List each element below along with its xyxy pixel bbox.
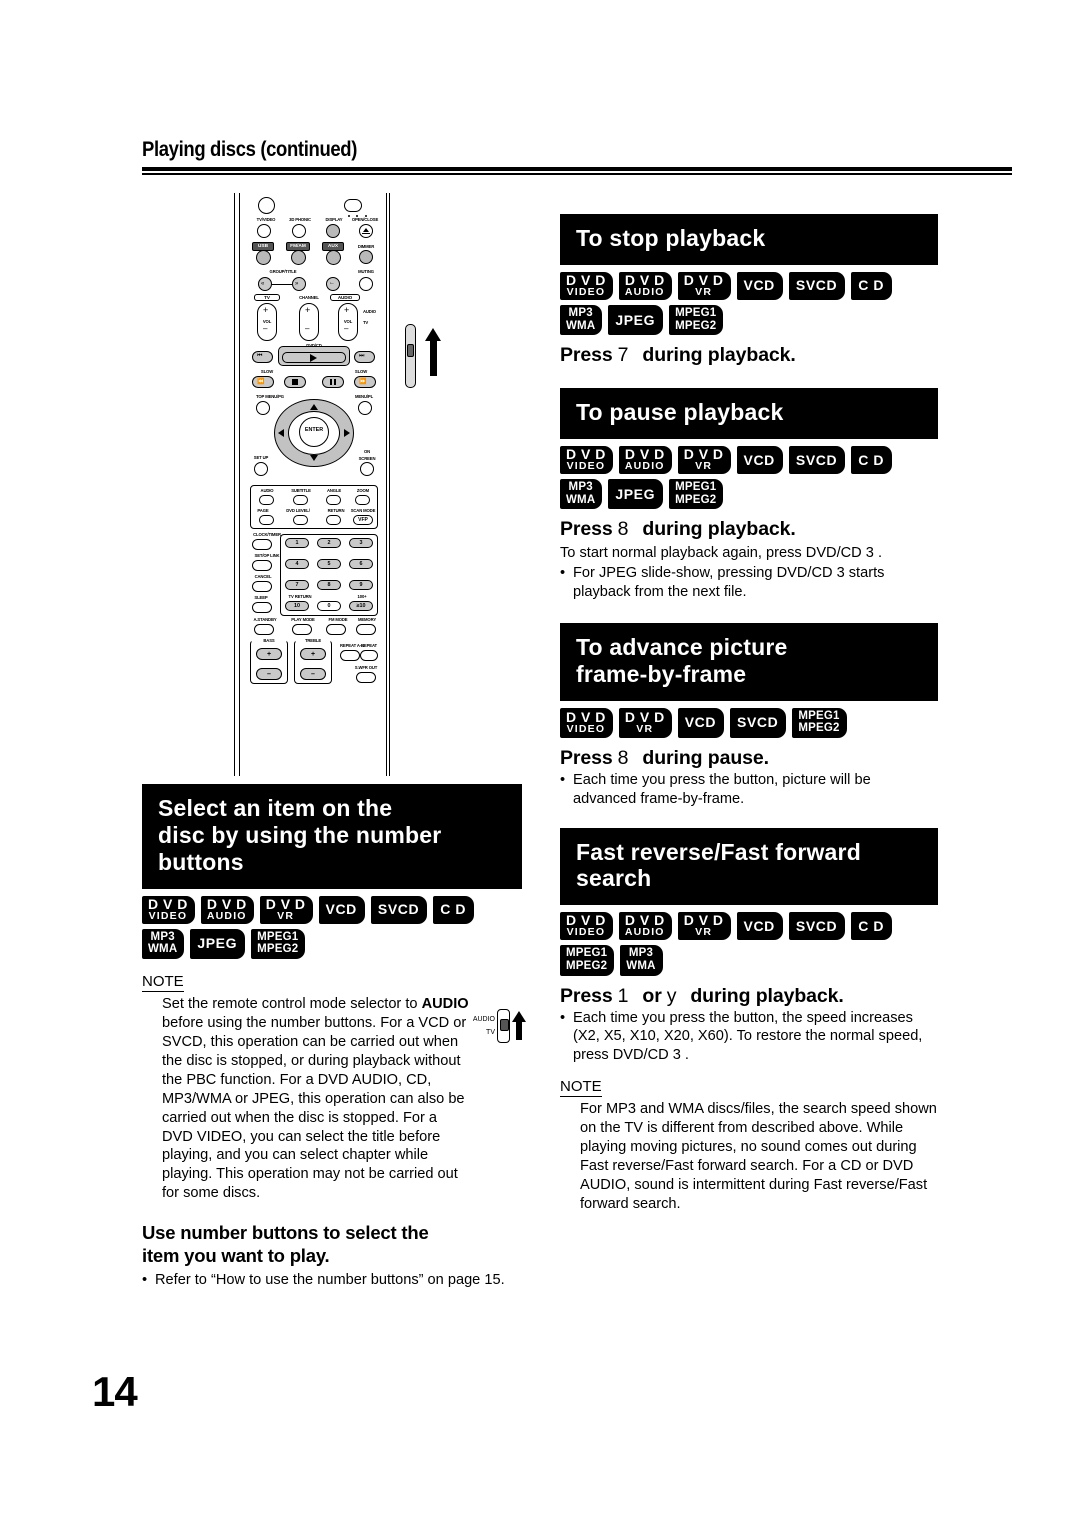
search-press-mid: or bbox=[642, 984, 662, 1007]
pause-icon bbox=[330, 379, 336, 385]
badge-dvd-audio: D V D AUDIO bbox=[619, 912, 672, 940]
note-bold-audio: AUDIO bbox=[421, 996, 469, 1013]
badge-mpeg: MPEG1 MPEG2 bbox=[792, 708, 846, 738]
3d-phonic-button[interactable] bbox=[292, 224, 306, 238]
note-label: NOTE bbox=[142, 973, 184, 992]
badge-mp3-wma: MP3 WMA bbox=[560, 479, 602, 509]
pause-press-glyph: 8 bbox=[617, 518, 629, 541]
badge-dvd-audio: D V D AUDIO bbox=[201, 896, 254, 924]
label-setup-link: SET/OP LINK bbox=[254, 553, 280, 558]
bullet-dot-icon: • bbox=[560, 1009, 566, 1026]
number-key-5[interactable]: 5 bbox=[317, 559, 341, 569]
bass-minus-button[interactable]: – bbox=[256, 668, 282, 680]
stop-press-line bbox=[560, 344, 938, 367]
label-group-title: GROUP/TITLE bbox=[269, 269, 297, 274]
audio-vol-label: VOL bbox=[343, 319, 353, 324]
menu-pl-button[interactable] bbox=[358, 401, 372, 415]
frame-heading-line1: To advance picture bbox=[576, 633, 788, 660]
use-number-bullet bbox=[142, 1271, 522, 1290]
dpad-right-icon[interactable] bbox=[344, 429, 350, 437]
number-key-0[interactable]: 0 bbox=[317, 601, 341, 611]
label-tv-return: TV RETURN bbox=[288, 594, 312, 599]
badge-dvd-vr: D V D VR bbox=[678, 446, 731, 474]
repeat-button[interactable] bbox=[360, 650, 378, 661]
dimmer-button[interactable] bbox=[359, 250, 373, 264]
label-page: PAGE bbox=[257, 508, 269, 513]
up-arrow-icon bbox=[425, 328, 442, 376]
badge-svcd: SVCD bbox=[789, 446, 845, 474]
frame-press-line bbox=[560, 747, 938, 770]
audio-tag: AUDIO bbox=[330, 294, 360, 301]
return-glyph-icon: ← bbox=[329, 280, 335, 286]
note-text-3: For a VCD or SVCD, this operation can be carried out when the disc is stopped, or during playback without the PBC function. bbox=[162, 1015, 467, 1088]
mode-label-audio: AUDIO bbox=[472, 1015, 495, 1023]
pause-badges bbox=[560, 446, 938, 509]
badge-vcd: VCD bbox=[737, 272, 783, 300]
tv-video-button[interactable] bbox=[257, 224, 271, 238]
number-key-7[interactable]: 7 bbox=[285, 580, 309, 590]
pause-bullet bbox=[560, 564, 938, 602]
setup-link-button[interactable] bbox=[252, 560, 272, 571]
skip-prev-icon: ⏮ bbox=[257, 353, 263, 359]
badge-dvd-vr: D V D VR bbox=[678, 272, 731, 300]
remote-mode-selector-callout bbox=[399, 322, 459, 410]
frame-heading-line2: frame-by-frame bbox=[576, 660, 747, 687]
badge-dvd-video: D V D VIDEO bbox=[560, 446, 613, 474]
play-mode-button[interactable] bbox=[292, 624, 312, 635]
label-mode-tv: TV bbox=[362, 320, 369, 325]
repeat-ab-button[interactable] bbox=[340, 650, 360, 661]
badge-jpeg: JPEG bbox=[608, 305, 663, 335]
dpad-down-icon[interactable] bbox=[310, 455, 318, 461]
badge-mp3-wma: MP3 WMA bbox=[142, 929, 184, 959]
remote-control-diagram bbox=[226, 193, 416, 776]
channel-minus-icon: – bbox=[305, 324, 310, 333]
swfr-out-button[interactable] bbox=[356, 672, 376, 683]
tv-vol-plus-icon: + bbox=[263, 305, 269, 315]
number-key-over10[interactable]: ≥10 bbox=[349, 601, 373, 611]
dpad-left-icon[interactable] bbox=[278, 429, 284, 437]
badge-svcd: SVCD bbox=[789, 912, 845, 940]
eject-icon bbox=[363, 228, 369, 232]
frame-badges bbox=[560, 708, 938, 738]
aux-button[interactable] bbox=[326, 250, 341, 265]
mode-selector-icon bbox=[473, 1009, 526, 1043]
search-press-glyph2: y bbox=[666, 984, 677, 1007]
frame-bullet bbox=[560, 771, 938, 809]
audio-vol-plus-icon: + bbox=[344, 305, 350, 315]
badge-vcd: VCD bbox=[737, 446, 783, 474]
label-dvd-level: DVD LEVEL/ bbox=[286, 508, 310, 513]
label-3d-phonic: 3D PHONIC bbox=[289, 217, 311, 222]
badge-mp3-wma: MP3 WMA bbox=[560, 305, 602, 335]
muting-button[interactable] bbox=[359, 277, 373, 291]
label-scan-mode: SCAN MODE bbox=[350, 508, 376, 513]
select-item-note bbox=[142, 973, 522, 1203]
a-standby-button[interactable] bbox=[254, 624, 274, 635]
label-set-up: SET UP bbox=[253, 455, 269, 460]
number-key-2[interactable]: 2 bbox=[317, 538, 341, 548]
number-key-10[interactable]: 10 bbox=[285, 601, 309, 611]
note-text-6: This operation may not be carried out for some discs. bbox=[162, 1166, 458, 1202]
search-heading-line1: Fast reverse/Fast forward bbox=[576, 838, 861, 865]
stop-heading: To stop playback bbox=[560, 214, 938, 265]
pause-note-line: To start normal playback again, press DVD/CD 3 . bbox=[560, 545, 883, 562]
label-fm-mode: FM MODE bbox=[328, 617, 348, 622]
frame-press-suffix: during pause. bbox=[642, 746, 769, 769]
search-bullet-text: Each time you press the button, the speed increases (X2, X5, X10, X20, X60). To restore the normal speed, press DVD/CD 3 . bbox=[573, 1009, 923, 1064]
label-channel: CHANNEL bbox=[299, 295, 319, 300]
label-swfr-out: S.WFR OUT bbox=[354, 665, 378, 670]
set-up-button[interactable] bbox=[254, 462, 268, 476]
note-label: NOTE bbox=[560, 1078, 602, 1097]
label-treble: TREBLE bbox=[296, 638, 331, 643]
number-key-4[interactable]: 4 bbox=[285, 559, 309, 569]
vfp-button[interactable]: VFP bbox=[353, 515, 373, 525]
group-title-connector bbox=[272, 284, 292, 285]
label-cancel: CANCEL bbox=[254, 574, 272, 579]
label-repeat-ab: REPEAT A-B bbox=[340, 643, 364, 648]
enter-label: ENTER bbox=[304, 427, 324, 433]
badge-cd: C D bbox=[851, 446, 892, 474]
badge-mpeg: MPEG1 MPEG2 bbox=[669, 305, 723, 335]
search-press-suffix: during playback. bbox=[690, 984, 844, 1007]
skip-prev-button[interactable] bbox=[252, 351, 273, 363]
label-muting: MUTING bbox=[358, 269, 374, 274]
search-press-glyph1: 1 bbox=[617, 984, 629, 1007]
use-number-heading-line2: item you want to play. bbox=[142, 1244, 330, 1266]
use-number-heading bbox=[142, 1222, 522, 1267]
dvd-level-button[interactable] bbox=[293, 515, 308, 525]
page-title: Playing discs (continued) bbox=[142, 138, 358, 161]
badge-mpeg: MPEG1 MPEG2 bbox=[669, 479, 723, 509]
audio-vol-minus-icon: – bbox=[344, 324, 349, 333]
stop-press-glyph: 7 bbox=[617, 344, 629, 367]
label-on-screen-2: SCREEN bbox=[358, 456, 376, 461]
label-menu-pl: MENU/PL bbox=[354, 394, 374, 399]
page-number: 14 bbox=[92, 1368, 137, 1415]
label-dimmer: DIMMER bbox=[357, 244, 375, 249]
pause-press-suffix: during playback. bbox=[642, 518, 796, 541]
zoom-button[interactable] bbox=[355, 495, 370, 505]
search-press-prefix: Press bbox=[560, 984, 613, 1007]
play-icon bbox=[310, 354, 317, 362]
top-menu-pg-button[interactable] bbox=[256, 401, 270, 415]
treble-plus-button[interactable]: + bbox=[300, 648, 326, 660]
select-item-heading bbox=[142, 784, 522, 889]
bullet-dot-icon: • bbox=[560, 771, 566, 788]
stop-icon bbox=[292, 379, 298, 385]
search-heading-line2: search bbox=[576, 865, 652, 892]
number-key-1[interactable]: 1 bbox=[285, 538, 309, 548]
badge-cd: C D bbox=[433, 896, 474, 924]
badge-mpeg: MPEG1 MPEG2 bbox=[560, 945, 614, 975]
note-text-4: For a DVD AUDIO, CD, MP3/WMA or JPEG, this operation can also be carried out when the disc is stopped. bbox=[162, 1071, 465, 1126]
header-rule-thick bbox=[142, 167, 1012, 171]
mode-selector-knob[interactable] bbox=[407, 344, 414, 357]
skip-next-button[interactable] bbox=[354, 351, 375, 363]
badge-vcd: VCD bbox=[319, 896, 365, 924]
cancel-button[interactable] bbox=[252, 581, 272, 592]
remote-body bbox=[234, 193, 390, 776]
badge-vcd: VCD bbox=[737, 912, 783, 940]
sleep-button[interactable] bbox=[252, 602, 272, 613]
header-rule-thin bbox=[142, 173, 1012, 175]
badge-svcd: SVCD bbox=[789, 272, 845, 300]
mode-arrow-icon bbox=[512, 1011, 526, 1041]
right-column bbox=[560, 214, 938, 1214]
pause-bullet-text: For JPEG slide-show, pressing DVD/CD 3 starts playback from the next file. bbox=[573, 565, 885, 601]
fmam-button[interactable] bbox=[291, 250, 306, 265]
audio-button[interactable] bbox=[259, 495, 274, 505]
label-top-menu-pg: TOP MENU/PG bbox=[256, 394, 284, 399]
label-display: DISPLAY bbox=[325, 217, 343, 222]
frame-press-glyph: 8 bbox=[617, 746, 629, 769]
label-play-mode: PLAY MODE bbox=[291, 617, 315, 622]
tv-vol-minus-icon: – bbox=[263, 324, 268, 333]
return-button[interactable] bbox=[326, 515, 341, 525]
select-item-heading-line3: buttons bbox=[158, 848, 244, 875]
select-item-heading-line2: disc by using the number bbox=[158, 821, 442, 848]
label-mode-audio: AUDIO bbox=[362, 309, 376, 314]
label-100plus: 100+ bbox=[357, 594, 367, 599]
badge-dvd-audio: D V D AUDIO bbox=[619, 446, 672, 474]
number-key-8[interactable]: 8 bbox=[317, 580, 341, 590]
frame-heading bbox=[560, 623, 938, 701]
dpad-up-icon[interactable] bbox=[310, 404, 318, 410]
prev-glyph-icon: « bbox=[261, 281, 265, 287]
tv-vol-label: VOL bbox=[262, 319, 272, 324]
badge-jpeg: JPEG bbox=[190, 929, 245, 959]
pause-press-line bbox=[560, 518, 938, 541]
badge-jpeg: JPEG bbox=[608, 479, 663, 509]
badge-svcd: SVCD bbox=[371, 896, 427, 924]
pause-press-prefix: Press bbox=[560, 518, 613, 541]
fast-reverse-icon: ⏪ bbox=[257, 379, 265, 385]
label-dvd-cd: DVD/CD bbox=[306, 343, 322, 348]
number-key-3[interactable]: 3 bbox=[349, 538, 373, 548]
badge-mpeg: MPEG1 MPEG2 bbox=[251, 929, 305, 959]
number-key-9[interactable]: 9 bbox=[349, 580, 373, 590]
label-memory: MEMORY bbox=[357, 617, 377, 622]
badge-svcd: SVCD bbox=[730, 708, 786, 738]
badge-cd: C D bbox=[851, 272, 892, 300]
label-slow-minus: SLOW bbox=[260, 369, 274, 374]
memory-button[interactable] bbox=[356, 624, 376, 635]
treble-minus-button[interactable]: – bbox=[300, 668, 326, 680]
fm-mode-button[interactable] bbox=[326, 624, 346, 635]
stop-badges bbox=[560, 272, 938, 335]
channel-plus-icon: + bbox=[305, 305, 311, 315]
label-bass: BASS bbox=[252, 638, 287, 643]
frame-press-prefix: Press bbox=[560, 746, 613, 769]
next-glyph-icon: » bbox=[295, 281, 299, 287]
use-number-heading-line1: Use number buttons to select the bbox=[142, 1222, 429, 1244]
label-open-close: OPEN/CLOSE bbox=[351, 217, 379, 222]
on-screen-button[interactable] bbox=[360, 462, 374, 476]
badge-dvd-video: D V D VIDEO bbox=[560, 708, 613, 738]
label-angle: ANGLE bbox=[326, 488, 342, 493]
badge-dvd-vr: D V D VR bbox=[619, 708, 672, 738]
mode-selector-labels bbox=[473, 1013, 495, 1040]
usb-key-label: USB bbox=[252, 242, 274, 251]
note-text-1: Set the remote control mode selector to bbox=[162, 996, 418, 1013]
fast-forward-icon: ⏩ bbox=[359, 379, 367, 385]
tv-tag: TV bbox=[254, 294, 280, 301]
angle-button[interactable] bbox=[326, 495, 341, 505]
note-body: For MP3 and WMA discs/files, the search speed shown on the TV is different from described above. While playing moving pictures, no sound comes out during Fast reverse/Fast forward search. For a CD or DVD AUDIO, sound is intermittent during Fast reverse/Fast forward search. bbox=[580, 1101, 937, 1212]
label-sleep: SLEEP bbox=[254, 595, 268, 600]
search-badges bbox=[560, 912, 938, 975]
label-return: RETURN bbox=[327, 508, 345, 513]
note-text-2: before using the number buttons. bbox=[162, 1015, 377, 1032]
search-heading bbox=[560, 828, 938, 906]
mode-switch-icon bbox=[497, 1009, 510, 1043]
select-item-heading-line1: Select an item on the bbox=[158, 795, 393, 821]
stop-press-prefix: Press bbox=[560, 344, 613, 367]
page-header bbox=[142, 138, 1012, 175]
bullet-dot-icon: • bbox=[142, 1272, 148, 1289]
eject-bar-icon bbox=[362, 233, 370, 234]
skip-next-icon: ⏭ bbox=[359, 353, 365, 359]
badge-vcd: VCD bbox=[678, 708, 724, 738]
bass-plus-button[interactable]: + bbox=[256, 648, 282, 660]
badge-dvd-video: D V D VIDEO bbox=[560, 272, 613, 300]
label-repeat: REPEAT bbox=[360, 643, 378, 648]
search-bullet bbox=[560, 1009, 938, 1065]
usb-button[interactable] bbox=[256, 250, 271, 265]
note-text-5: For a DVD VIDEO, you can select the title before playing, and you can select chapter while playing. bbox=[162, 1109, 441, 1183]
pause-heading: To pause playback bbox=[560, 388, 938, 439]
power-button[interactable] bbox=[258, 197, 275, 214]
aux-key-label: AUX bbox=[322, 242, 344, 251]
label-audio-btn: AUDIO bbox=[260, 488, 274, 493]
bullet-dot-icon: • bbox=[560, 565, 566, 582]
page-button[interactable] bbox=[259, 515, 274, 525]
label-zoom: ZOOM bbox=[356, 488, 370, 493]
search-press-line bbox=[560, 985, 938, 1008]
badge-cd: C D bbox=[851, 912, 892, 940]
label-subtitle: SUBTITLE bbox=[291, 488, 311, 493]
badge-mp3-wma: MP3 WMA bbox=[620, 945, 662, 975]
subtitle-button[interactable] bbox=[293, 495, 308, 505]
note-body bbox=[162, 995, 522, 1203]
display-button[interactable] bbox=[326, 224, 340, 238]
fmam-key-label: FM/AM bbox=[286, 242, 310, 251]
stop-press-suffix: during playback. bbox=[642, 344, 796, 367]
left-column bbox=[142, 784, 522, 1290]
label-clock-timer: CLOCK/TIMER bbox=[253, 532, 281, 537]
label-a-standby: A.STANDBY bbox=[253, 617, 277, 622]
label-tv-video: TV/VIDEO bbox=[256, 217, 276, 222]
search-note bbox=[560, 1078, 938, 1214]
badge-dvd-vr: D V D VR bbox=[678, 912, 731, 940]
select-item-badges bbox=[142, 896, 522, 959]
number-key-6[interactable]: 6 bbox=[349, 559, 373, 569]
label-slow-plus: SLOW bbox=[354, 369, 368, 374]
use-number-buttons-block bbox=[142, 1222, 522, 1290]
use-number-bullet-text: Refer to “How to use the number buttons” on page 15. bbox=[155, 1272, 505, 1289]
clock-timer-button[interactable] bbox=[252, 539, 272, 550]
badge-dvd-video: D V D VIDEO bbox=[560, 912, 613, 940]
badge-dvd-video: D V D VIDEO bbox=[142, 896, 195, 924]
label-on-screen-1: ON bbox=[363, 449, 371, 454]
mode-label-tv: TV bbox=[486, 1029, 495, 1037]
badge-dvd-audio: D V D AUDIO bbox=[619, 272, 672, 300]
remote-inner-frame bbox=[239, 193, 387, 776]
badge-dvd-vr: D V D VR bbox=[260, 896, 313, 924]
frame-bullet-text: Each time you press the button, picture will be advanced frame-by-frame. bbox=[573, 771, 871, 807]
